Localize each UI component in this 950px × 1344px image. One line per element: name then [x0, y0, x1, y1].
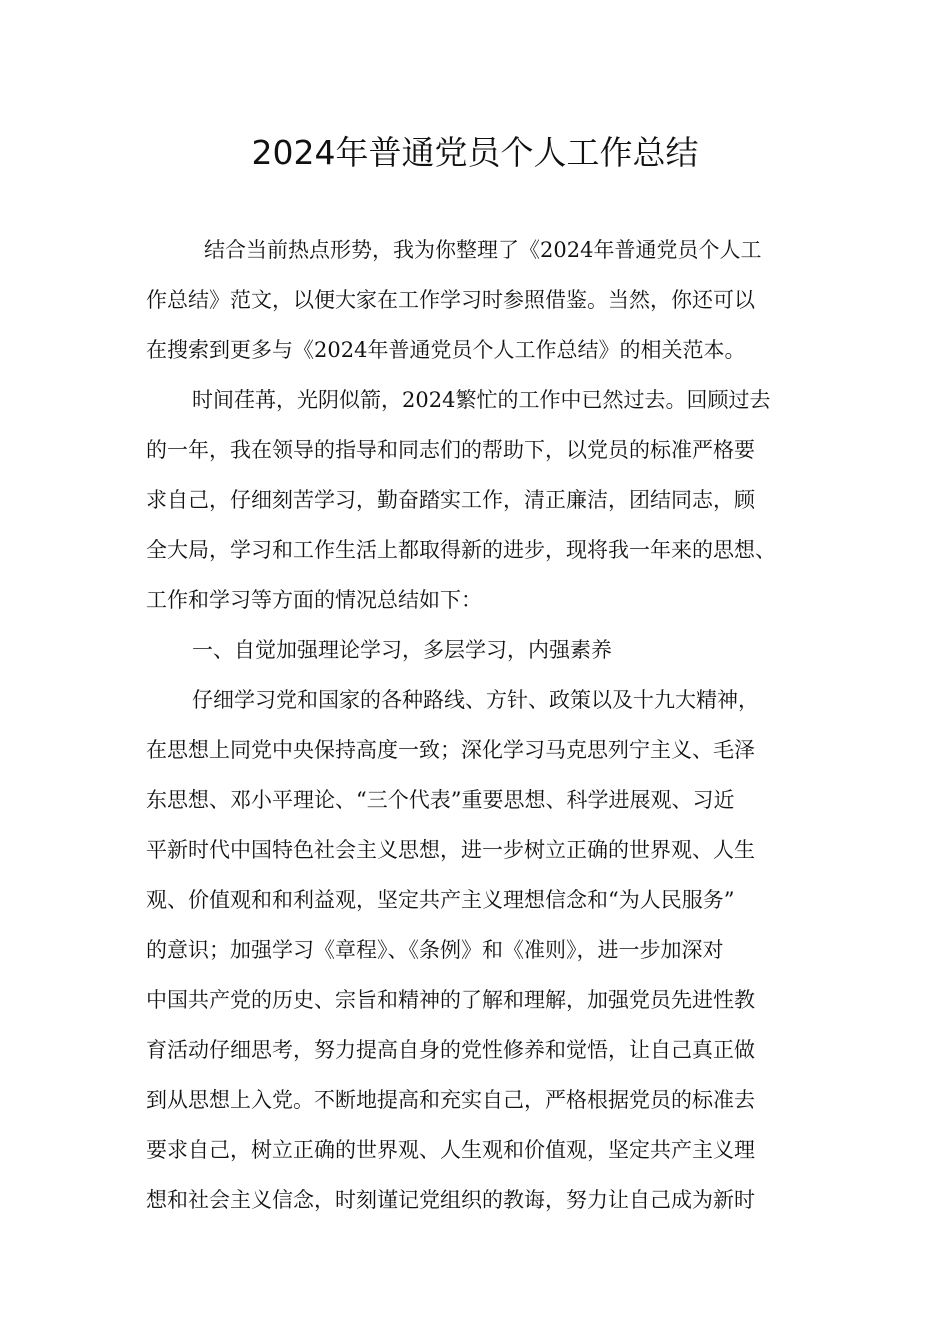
text-line: 工作和学习等方面的情况总结如下： — [146, 588, 482, 612]
text-line: 育活动仔细思考，努力提高自身的党性修养和觉悟，让自己真正做 — [146, 1038, 755, 1062]
text-line: 全大局，学习和工作生活上都取得新的进步，现将我一年来的思想、 — [146, 538, 776, 562]
text-line: 平新时代中国特色社会主义思想，进一步树立正确的世界观、人生 — [146, 838, 755, 862]
text-line: 观、价值观和和利益观，坚定共产主义理想信念和“为人民服务” — [146, 888, 735, 912]
text-line: 结合当前热点形势，我为你整理了《2024年普通党员个人工 — [204, 238, 762, 262]
text-line: 到从思想上入党。不断地提高和充实自己，严格根据党员的标准去 — [146, 1088, 755, 1112]
text-line: 的意识；加强学习《章程》、《条例》和《准则》，进一步加深对 — [146, 938, 724, 962]
text-line: 在思想上同党中央保持高度一致；深化学习马克思列宁主义、毛泽 — [146, 738, 755, 762]
text-line: 的一年，我在领导的指导和同志们的帮助下，以党员的标准严格要 — [146, 438, 755, 462]
text-line: 中国共产党的历史、宗旨和精神的了解和理解，加强党员先进性教 — [146, 988, 755, 1012]
text-line: 时间荏苒，光阴似箭，2024繁忙的工作中已然过去。回顾过去 — [192, 388, 771, 412]
text-line: 求自己，仔细刻苦学习，勤奋踏实工作，清正廉洁，团结同志，顾 — [146, 488, 755, 512]
document-title: 2024年普通党员个人工作总结 — [251, 133, 699, 172]
text-line: 作总结》范文，以便大家在工作学习时参照借鉴。当然，你还可以 — [146, 288, 755, 312]
text-line: 东思想、邓小平理论、“三个代表”重要思想、科学进展观、习近 — [146, 788, 735, 812]
text-line: 在搜索到更多与《2024年普通党员个人工作总结》的相关范本。 — [146, 338, 746, 362]
text-line: 要求自己，树立正确的世界观、人生观和价值观，坚定共产主义理 — [146, 1138, 755, 1162]
section-heading: 一、自觉加强理论学习，多层学习，内强素养 — [192, 638, 612, 662]
text-line: 想和社会主义信念，时刻谨记党组织的教诲，努力让自己成为新时 — [146, 1188, 755, 1212]
text-line: 仔细学习党和国家的各种路线、方针、政策以及十九大精神， — [192, 688, 759, 712]
